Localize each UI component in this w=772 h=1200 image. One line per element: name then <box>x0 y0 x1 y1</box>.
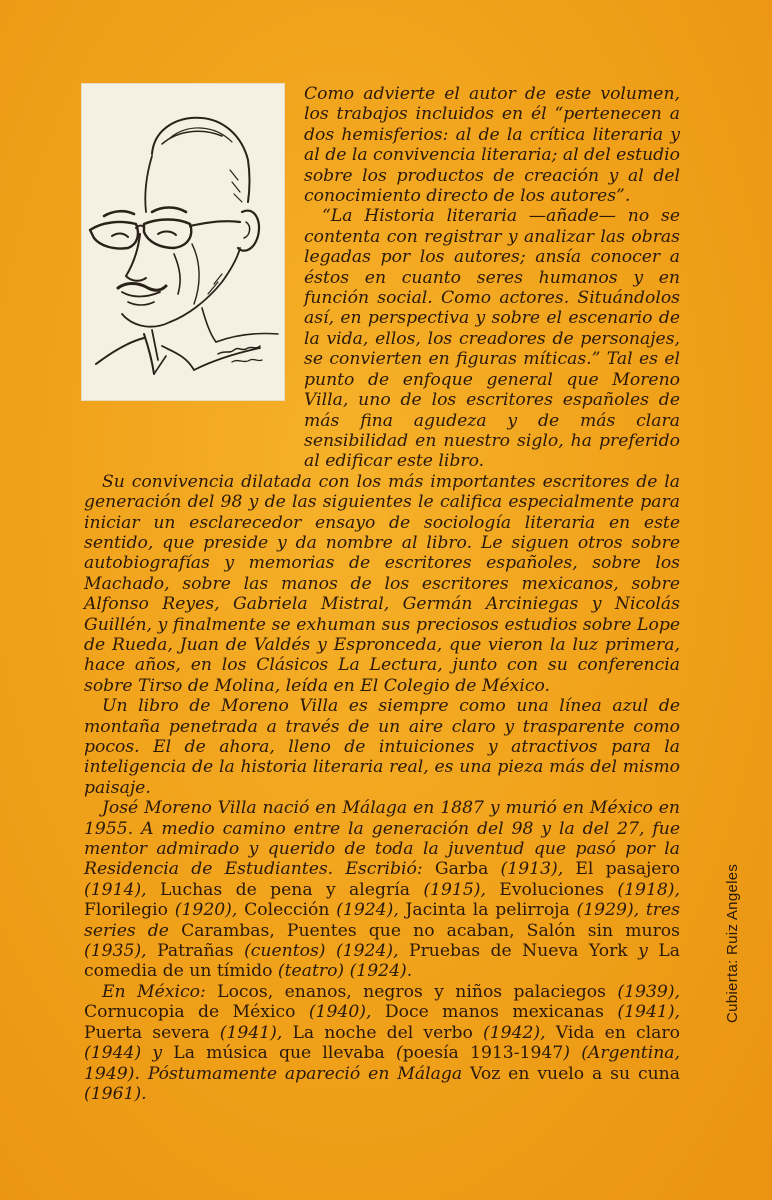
text-run: (1940), <box>295 1002 385 1023</box>
text-run: (teatro) (1924). <box>272 961 413 982</box>
text-run: (1915), <box>409 879 500 900</box>
book-title: Carambas, Puentes que no acaban, Salón sin muros <box>181 920 680 941</box>
paragraph-mexico <box>84 982 680 1104</box>
book-title: El pasajero <box>575 859 681 880</box>
text-run: (1920), <box>168 900 245 921</box>
book-title: Cornucopia de México <box>84 1002 296 1023</box>
text-run: (1918), <box>604 879 680 900</box>
text-run: (1929), tres series de <box>84 900 680 941</box>
text-run: Un libro de Moreno Villa es siempre como una línea azul de montaña penetrada a través de un aire claro y trasparente como pocos. El de ahora, lleno de intuiciones y atractivos para la inteligencia de la historia literaria real, es una pieza más del mismo paisaje. <box>84 696 680 798</box>
book-title: La música que llevaba <box>173 1043 385 1064</box>
text-run: (1939), <box>605 981 680 1002</box>
paragraph-montana <box>84 696 680 798</box>
book-title: Pruebas de Nueva York <box>409 941 628 962</box>
book-title: Luchas de pena y alegría <box>159 879 410 900</box>
text-run: (1913), <box>488 859 576 880</box>
book-title: Vida en claro <box>555 1022 680 1043</box>
portrait-spacer <box>84 84 304 456</box>
book-title: Garba <box>434 859 489 880</box>
text-run: ) (Argentina, 1949). Póstumamente apareció en Málaga <box>84 1043 680 1084</box>
book-title: poesía 1913-1947 <box>402 1043 564 1064</box>
text-run: (1961). <box>84 1083 147 1104</box>
text-run: Su convivencia dilatada con los más importantes escritores de la generación del 98 y de las siguientes le califica especialmente para iniciar un esclarecedor ensayo de sociología literaria en este sentido, que preside y da nombre al libro. Le siguen otros sobre autobiografías y memorias de escritores españoles, sobre los Machado, sobre las manos de los escritores mexicanos, sobre Alfonso Reyes, Gabriela Mistral, Germán Arciniegas y Nicolás Guillén, y finalmente se exhuman sus preciosos estudios sobre Lope de Rueda, Juan de Valdés y Espronceda, que vieron la luz primera, hace años, en los Clásicos La Lectura, junto con su conferencia sobre Tirso de Molina, leída en El Colegio de México. <box>84 471 680 696</box>
text-run: y <box>627 941 659 962</box>
text-run: Como advierte el autor de este volumen, los trabajos incluidos en él “pertenecen a dos hemisferios: al de la crítica literaria y al de la convivencia literaria; al del estudio sobre los productos de creación y al del conocimiento directo de los autores”. <box>304 84 680 207</box>
cover-credit: Cubierta: Ruiz Angeles <box>724 863 741 1023</box>
text-run: (1924), <box>329 900 406 921</box>
text-run: (1941), <box>209 1022 293 1043</box>
text-run: (1935), <box>84 941 158 962</box>
paragraph-biography <box>84 798 680 982</box>
book-title: Florilegio <box>84 900 168 921</box>
text-run: “La Historia literaria —añade— no se contenta con registrar y analizar las obras legadas por los autores; ansía conocer a éstos en cuanto seres humanos y en función social. Como actores. Situándolos así, en perspectiva y sobre el escenario de la vida, ellos, los creadores de personajes, se convierten en figuras míticas.” Tal es el punto de enfoque general que Moreno Villa, uno de los escritores españoles de más fina agudeza y de más clara sensibilidad en nuestro siglo, ha preferido al edificar este libro. <box>304 206 680 472</box>
book-title: Locos, enanos, negros y niños palaciegos <box>217 981 606 1002</box>
book-title: Puerta severa <box>84 1022 210 1043</box>
book-title: Evoluciones <box>499 879 604 900</box>
text-run: ( <box>384 1043 403 1064</box>
book-title: Voz en vuelo a su cuna <box>470 1063 680 1084</box>
book-title: La noche del verbo <box>292 1022 473 1043</box>
paragraph-convivencia <box>84 472 680 696</box>
blurb-text <box>84 84 680 1104</box>
text-run: (1914), <box>84 879 160 900</box>
book-title: Colección <box>244 900 330 921</box>
text-run: En México: <box>102 981 218 1002</box>
text-run: (1941), <box>604 1002 680 1023</box>
book-title: La comedia de un tímido <box>84 941 680 982</box>
text-run: (cuentos) (1924), <box>233 941 410 962</box>
book-title: Jacinta la pelirroja <box>405 900 570 921</box>
text-run: José Moreno Villa nació en Málaga en 1887 y murió en México en 1955. A medio camino entre la generación del 98 y la del 27, fue mentor admirado y querido de toda la juventud que pasó por la Residencia de Estudiantes. Escribió: <box>84 798 680 880</box>
text-run: (1942), <box>472 1022 556 1043</box>
text-run: (1944) y <box>84 1043 174 1064</box>
book-title: Doce manos mexicanas <box>384 1002 604 1023</box>
book-title: Patrañas <box>157 941 234 962</box>
